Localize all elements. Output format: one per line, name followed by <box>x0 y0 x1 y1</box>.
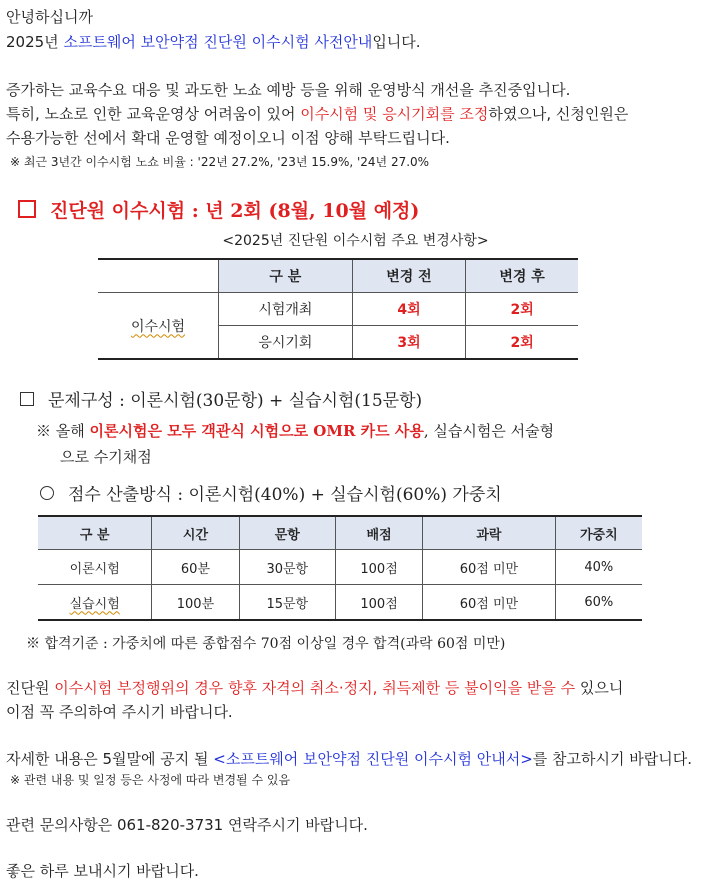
table1-cell: 2회 <box>466 293 578 326</box>
section1-heading <box>18 196 419 223</box>
table1-header: 변경 전 <box>352 259 465 293</box>
section2-text: 문제구성 : 이론시험(30문항) + 실습시험(15문항) <box>48 391 423 411</box>
note1-cont: 으로 수기채점 <box>60 448 152 466</box>
table2-header: 문항 <box>239 516 335 550</box>
table2-cell: 60분 <box>152 550 239 585</box>
table-row <box>38 585 642 621</box>
para2-a: 특히, 노쇼로 인한 교육운영상 어려움이 있어 <box>6 105 301 123</box>
table2-cell: 100점 <box>336 585 423 621</box>
greeting: 안녕하십니까 <box>6 8 93 26</box>
table2-cell: 60점 미만 <box>423 550 556 585</box>
changes-table <box>98 258 578 360</box>
checkbox-icon <box>20 392 34 406</box>
table1-cell: 4회 <box>352 293 465 326</box>
para1: 증가하는 교육수요 대응 및 과도한 노쇼 예방 등을 위해 운영방식 개선을 추진중입니다. <box>6 81 571 99</box>
table2-header: 과락 <box>423 516 556 550</box>
warn-a: 진단원 <box>6 679 55 697</box>
para3: 수용가능한 선에서 확대 운영할 예정이오니 이점 양해 부탁드립니다. <box>6 129 450 147</box>
checkbox-icon <box>18 200 36 218</box>
intro-title: 소프트웨어 보안약점 진단원 이수시험 사전안내 <box>63 33 373 51</box>
row-label: 실습시험 <box>69 596 120 612</box>
para2-c: 하였으나, 신청인원은 <box>488 105 629 123</box>
intro-suffix: 입니다. <box>372 33 421 51</box>
table1-cell: 응시기회 <box>219 326 353 360</box>
para2 <box>6 105 628 123</box>
table2-cell: 100분 <box>152 585 239 621</box>
circle-icon <box>40 486 54 500</box>
warning <box>6 679 623 697</box>
para2-b: 이수시험 및 응시기회를 조정 <box>300 105 489 123</box>
contact: 관련 문의사항은 061-820-3731 연락주시기 바랍니다. <box>6 816 368 834</box>
table2-cell: 60점 미만 <box>423 585 556 621</box>
closing: 좋은 하루 보내시기 바랍니다. <box>6 862 199 880</box>
scoring-table <box>38 515 642 621</box>
table2-header: 배점 <box>336 516 423 550</box>
table-row <box>38 550 642 585</box>
scoring-heading <box>40 480 502 505</box>
table1-caption: <2025년 진단원 이수시험 주요 변경사항> <box>222 233 489 249</box>
table2-cell <box>38 585 152 621</box>
table2-cell: 60% <box>555 585 642 621</box>
table2-cell: 100점 <box>336 550 423 585</box>
table2-header: 시간 <box>152 516 239 550</box>
detail-b: <소프트웨어 보안약점 진단원 이수시험 안내서> <box>213 750 533 768</box>
note1-b: 이론시험은 모두 객관식 시험으로 OMR 카드 사용 <box>89 422 424 440</box>
detail-note: ※ 관련 내용 및 일정 등은 사정에 따라 변경될 수 있음 <box>10 773 291 787</box>
table1-header: 구 분 <box>219 259 353 293</box>
section1-text: 진단원 이수시험 : 년 2회 (8월, 10월 예정) <box>50 200 420 222</box>
detail <box>6 750 692 768</box>
table2-header: 가중치 <box>555 516 642 550</box>
detail-a: 자세한 내용은 5월말에 공지 될 <box>6 750 214 768</box>
table1-cell: 2회 <box>466 326 578 360</box>
passing-criteria: ※ 합격기준 : 가중치에 따른 종합점수 70점 이상일 경우 합격(과락 60점 미만) <box>26 636 506 652</box>
group-label: 이수시험 <box>130 318 186 335</box>
table1-header: 변경 후 <box>466 259 578 293</box>
table2-cell: 이론시험 <box>38 550 152 585</box>
section2-heading <box>20 386 422 411</box>
noshow-note: ※ 최근 3년간 이수시험 노쇼 비율 : '22년 27.2%, '23년 15.9%, '24년 27.0% <box>10 155 430 169</box>
detail-c: 를 참고하시기 바랍니다. <box>532 750 693 768</box>
table2-header: 구 분 <box>38 516 152 550</box>
table2-cell: 15문항 <box>239 585 335 621</box>
table1-cell: 3회 <box>352 326 465 360</box>
table1-group <box>98 293 219 360</box>
scoring-text: 점수 산출방식 : 이론시험(40%) + 실습시험(60%) 가중치 <box>68 485 502 505</box>
note1-a: ※ 올해 <box>36 422 90 440</box>
table2-cell: 30문항 <box>239 550 335 585</box>
warn-c: 있으니 <box>575 679 624 697</box>
note1 <box>36 420 554 441</box>
note1-c: , 실습시험은 서술형 <box>423 422 555 440</box>
table1-corner <box>98 259 219 293</box>
warning-2: 이점 꼭 주의하여 주시기 바랍니다. <box>6 703 233 721</box>
intro-year: 2025년 <box>6 33 64 51</box>
intro-line <box>6 33 421 51</box>
table2-cell: 40% <box>555 550 642 585</box>
table1-cell: 시험개최 <box>219 293 353 326</box>
warn-b: 이수시험 부정행위의 경우 향후 자격의 취소·정지, 취득제한 등 불이익을 받을 수 <box>54 679 576 697</box>
table-row <box>98 293 578 326</box>
